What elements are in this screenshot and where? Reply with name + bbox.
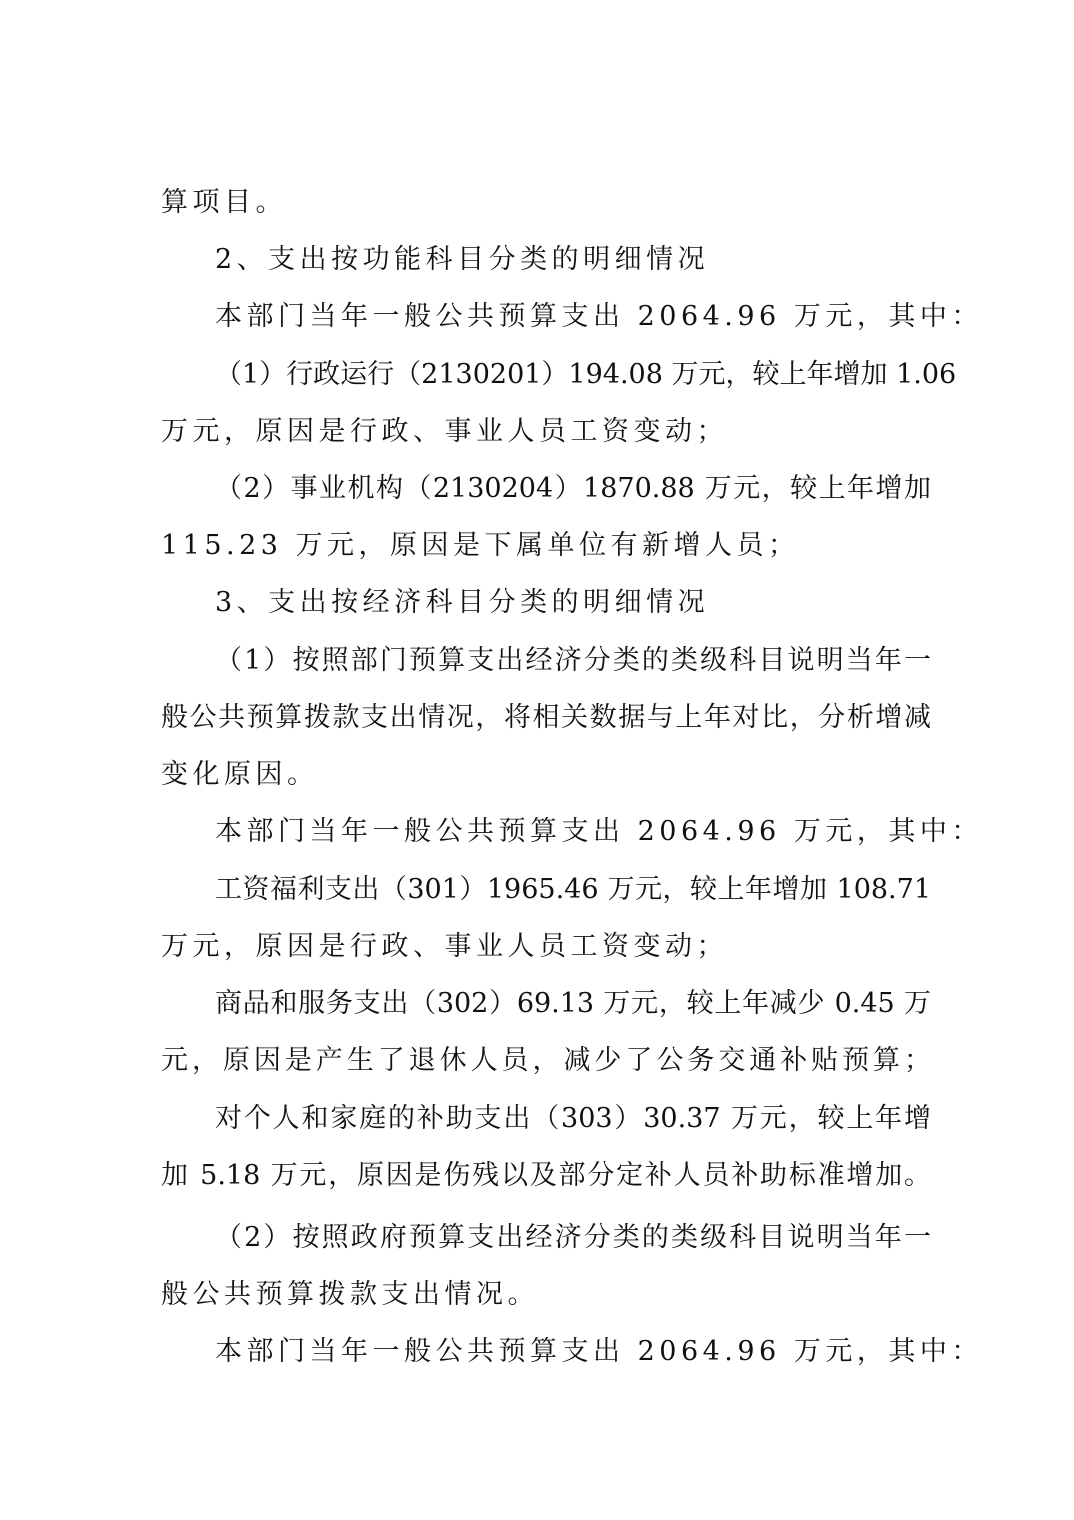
text-line: （2）按照政府预算支出经济分类的类级科目说明当年一	[215, 1222, 931, 1253]
text-line: 变化原因。	[161, 759, 319, 790]
text-line: 商品和服务支出（302）69.13 万元，较上年减少 0.45 万	[215, 988, 931, 1019]
text-line: 本部门当年一般公共预算支出 2064.96 万元，其中：	[215, 1336, 983, 1367]
text-line: 本部门当年一般公共预算支出 2064.96 万元，其中：	[215, 301, 983, 332]
text-line: 工资福利支出（301）1965.46 万元，较上年增加 108.71	[215, 874, 931, 905]
text-line: 般公共预算拨款支出情况。	[161, 1279, 539, 1310]
section-heading: 2、支出按功能科目分类的明细情况	[215, 244, 710, 275]
text-line: 115.23 万元，原因是下属单位有新增人员；	[161, 530, 800, 561]
text-line: （2）事业机构（2130204）1870.88 万元，较上年增加	[215, 473, 931, 504]
text-line: 对个人和家庭的补助支出（303）30.37 万元，较上年增	[215, 1103, 931, 1134]
text-line: 加 5.18 万元，原因是伤残以及部分定补人员补助标准增加。	[161, 1160, 931, 1191]
text-line: 本部门当年一般公共预算支出 2064.96 万元，其中：	[215, 816, 983, 847]
text-line: 元，原因是产生了退休人员，减少了公务交通补贴预算；	[161, 1045, 931, 1076]
text-line: 算项目。	[161, 187, 287, 218]
text-line: 般公共预算拨款支出情况，将相关数据与上年对比，分析增减	[161, 702, 931, 733]
text-line: （1）行政运行（2130201）194.08 万元，较上年增加 1.06	[215, 359, 957, 390]
text-line: 万元，原因是行政、事业人员工资变动；	[161, 416, 728, 447]
section-heading: 3、支出按经济科目分类的明细情况	[215, 587, 710, 618]
text-line: （1）按照部门预算支出经济分类的类级科目说明当年一	[215, 645, 931, 676]
text-line: 万元，原因是行政、事业人员工资变动；	[161, 931, 728, 962]
